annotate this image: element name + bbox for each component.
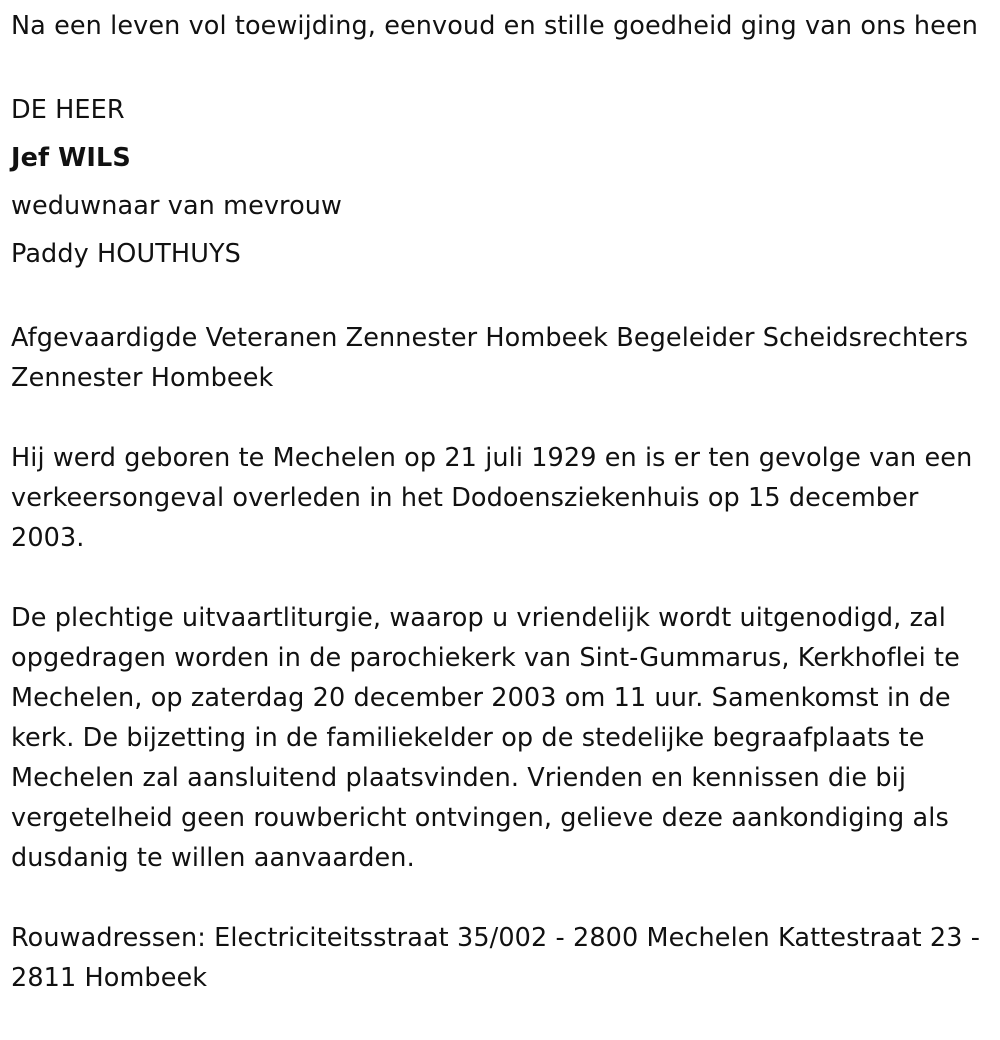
spacer: [11, 278, 994, 318]
spouse-name: Paddy HOUTHUYS: [11, 239, 241, 269]
addresses-text: Rouwadressen: Electriciteitsstraat 35/002 - 2800 Mechelen Kattestraat 23 - 2811 Hombeek: [11, 923, 981, 993]
birth-death-text: Hij werd geboren te Mechelen op 21 juli 1929 en is er ten gevolge van een verkeersongeval overleden in het Dodoensziekenhuis op 15 december 2003.: [11, 443, 973, 553]
deceased-name: Jef WILS: [11, 143, 131, 173]
roles-text: Afgevaardigde Veteranen Zennester Hombeek Begeleider Scheidsrechters Zennester Hombeek: [11, 323, 969, 393]
spacer: [11, 46, 994, 86]
spacer: [11, 878, 994, 918]
spacer: [11, 398, 994, 438]
relation-text: weduwnaar van mevrouw: [11, 191, 342, 221]
spacer: [11, 558, 994, 598]
honorific: DE HEER: [11, 95, 125, 125]
funeral-text: De plechtige uitvaartliturgie, waarop u vriendelijk wordt uitgenodigd, zal opgedragen worden in de parochiekerk van Sint-Gummarus, Kerkhoflei te Mechelen, op zaterdag 20 december 2003 om 11 uur. Samenkomst in de kerk. De bijzetting in de familiekelder op de stedelijke begraafplaats te Mechelen zal aansluitend plaatsvinden. Vrienden en kennissen die bij vergetelheid geen rouwbericht ontvingen, gelieve deze aankondiging als dusdanig te willen aanvaarden.: [11, 603, 960, 873]
intro-text: Na een leven vol toewijding, eenvoud en stille goedheid ging van ons heen: [11, 11, 979, 41]
